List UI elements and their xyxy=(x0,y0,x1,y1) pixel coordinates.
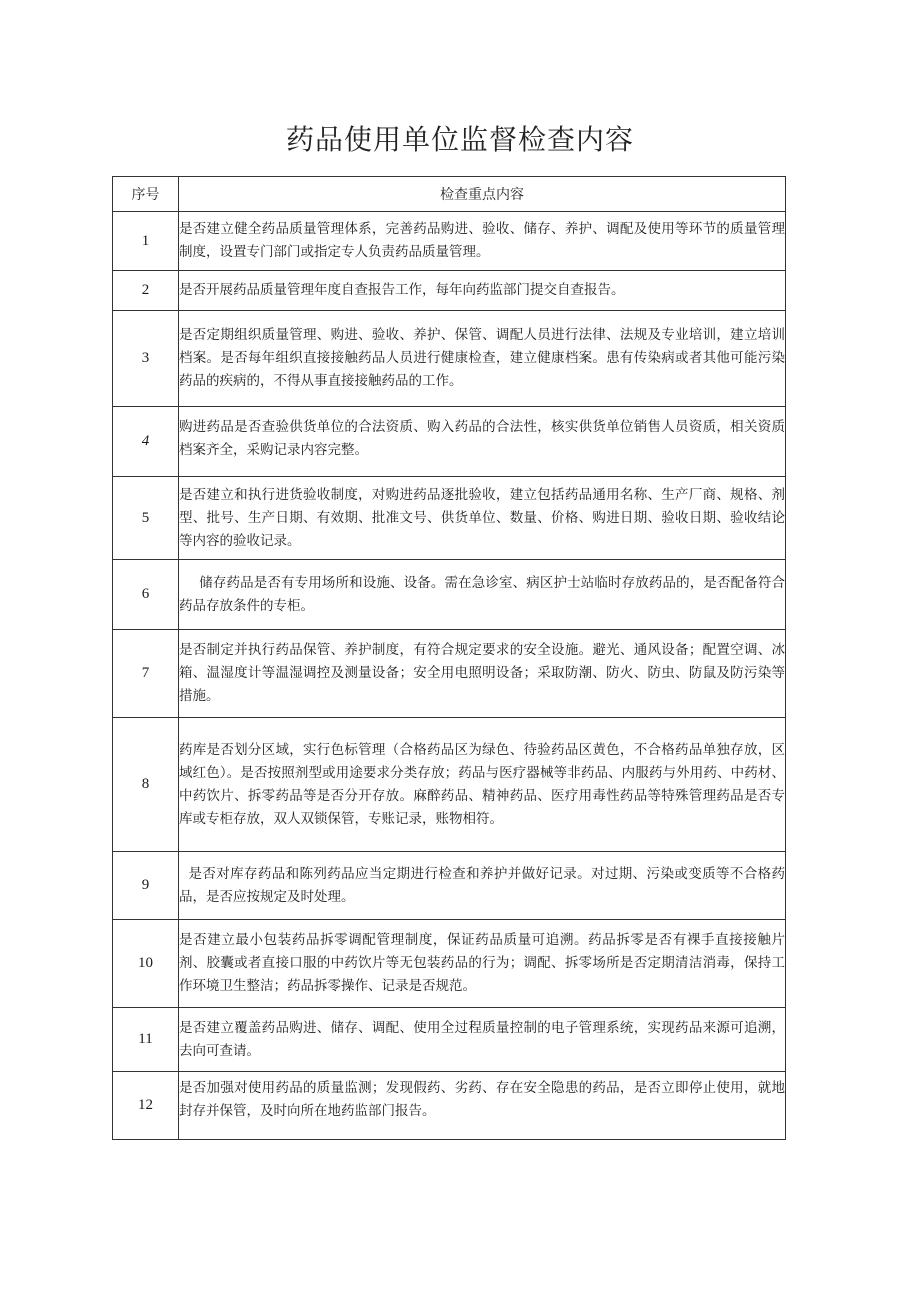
row-number: 9 xyxy=(113,852,179,920)
row-content: 是否对库存药品和陈列药品应当定期进行检查和养护并做好记录。对过期、污染或变质等不合格药品，是否应按规定及时处理。 xyxy=(179,852,786,920)
table-row xyxy=(113,212,786,271)
header-content: 检查重点内容 xyxy=(179,177,786,212)
table-row xyxy=(113,920,786,1008)
table-row xyxy=(113,560,786,630)
row-content: 是否制定并执行药品保管、养护制度，有符合规定要求的安全设施。避光、通风设备；配置空调、冰箱、温湿度计等温湿调控及测量设备；安全用电照明设备；采取防潮、防火、防虫、防鼠及防污染等措施。 xyxy=(179,630,786,718)
row-number: 8 xyxy=(113,718,179,852)
row-number: 10 xyxy=(113,920,179,1008)
table-row xyxy=(113,1072,786,1140)
table-row xyxy=(113,852,786,920)
table-row xyxy=(113,311,786,407)
row-number: 12 xyxy=(113,1072,179,1140)
row-number: 11 xyxy=(113,1008,179,1072)
row-content: 药库是否划分区域，实行色标管理（合格药品区为绿色、待验药品区黄色，不合格药品单独存放，区域红色）。是否按照剂型或用途要求分类存放；药品与医疗器械等非药品、内服药与外用药、中药材、中药饮片、拆零药品等是否分开存放。麻醉药品、精神药品、医疗用毒性药品等特殊管理药品是否专库或专柜存放，双人双锁保管，专账记录，账物相符。 xyxy=(179,718,786,852)
header-seq: 序号 xyxy=(113,177,179,212)
row-content: 是否建立健全药品质量管理体系，完善药品购进、验收、储存、养护、调配及使用等环节的质量管理制度，设置专门部门或指定专人负责药品质量管理。 xyxy=(179,212,786,271)
row-number: 5 xyxy=(113,477,179,560)
row-content: 是否开展药品质量管理年度自查报告工作，每年向药监部门提交自查报告。 xyxy=(179,271,786,311)
row-number: 1 xyxy=(113,212,179,271)
row-number: 4 xyxy=(113,407,179,477)
row-content: 购进药品是否查验供货单位的合法资质、购入药品的合法性，核实供货单位销售人员资质，相关资质档案齐全，采购记录内容完整。 xyxy=(179,407,786,477)
row-content: 是否建立最小包装药品拆零调配管理制度，保证药品质量可追溯。药品拆零是否有裸手直接接触片剂、胶囊或者直接口服的中药饮片等无包装药品的行为；调配、拆零场所是否定期清洁消毒，保持工作环境卫生整洁；药品拆零操作、记录是否规范。 xyxy=(179,920,786,1008)
table-row xyxy=(113,1008,786,1072)
inspection-table xyxy=(112,176,786,1140)
row-content: 储存药品是否有专用场所和设施、设备。需在急诊室、病区护士站临时存放药品的，是否配备符合药品存放条件的专柜。 xyxy=(179,560,786,630)
row-content: 是否建立覆盖药品购进、储存、调配、使用全过程质量控制的电子管理系统，实现药品来源可追溯，去向可查请。 xyxy=(179,1008,786,1072)
row-number: 3 xyxy=(113,311,179,407)
row-content: 是否定期组织质量管理、购进、验收、养护、保管、调配人员进行法律、法规及专业培训，建立培训档案。是否每年组织直接接触药品人员进行健康检查，建立健康档案。患有传染病或者其他可能污染药品的疾病的，不得从事直接接触药品的工作。 xyxy=(179,311,786,407)
table-row xyxy=(113,407,786,477)
table-row xyxy=(113,477,786,560)
row-number: 7 xyxy=(113,630,179,718)
table-row xyxy=(113,271,786,311)
table-header-row xyxy=(113,177,786,212)
row-content: 是否加强对使用药品的质量监测；发现假药、劣药、存在安全隐患的药品，是否立即停止使用，就地封存并保管，及时向所在地药监部门报告。 xyxy=(179,1072,786,1140)
row-number: 6 xyxy=(113,560,179,630)
row-content: 是否建立和执行进货验收制度，对购进药品逐批验收，建立包括药品通用名称、生产厂商、规格、剂型、批号、生产日期、有效期、批准文号、供货单位、数量、价格、购进日期、验收日期、验收结论等内容的验收记录。 xyxy=(179,477,786,560)
row-number: 2 xyxy=(113,271,179,311)
table-row xyxy=(113,718,786,852)
page-title: 药品使用单位监督检查内容 xyxy=(285,123,634,156)
table-row xyxy=(113,630,786,718)
